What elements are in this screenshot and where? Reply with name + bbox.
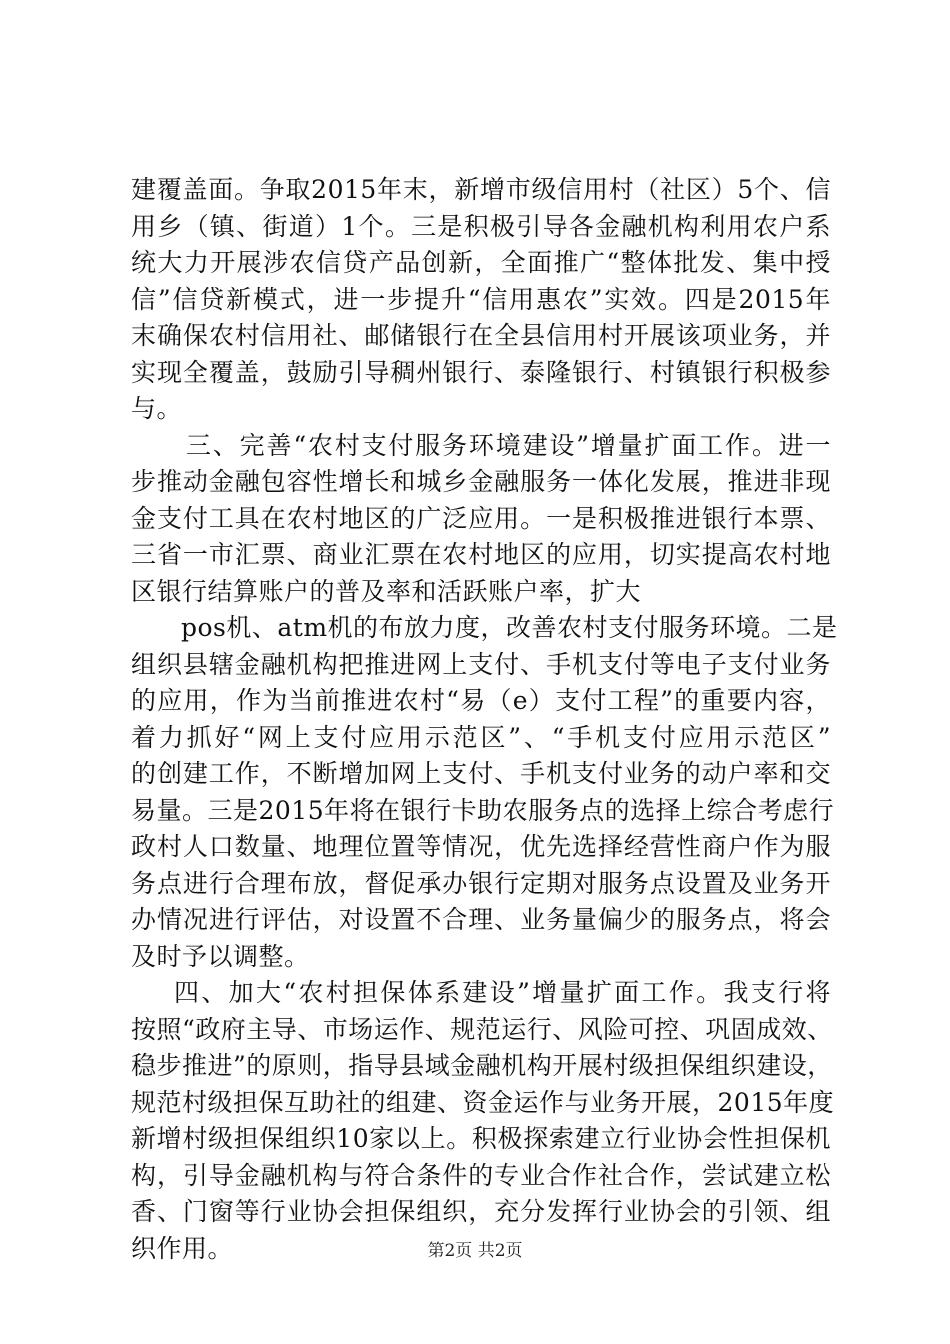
text-line: 步推动金融包容性增长和城乡金融服务一体化发展，推进非现: [131, 467, 831, 496]
text-line: 统大力开展涉农信贷产品创新，全面推广“整体批发、集中授: [131, 248, 831, 277]
text-line: 金支付工具在农村地区的广泛应用。一是积极推进银行本票、: [131, 503, 831, 533]
text-line: 三省一市汇票、商业汇票在农村地区的应用，切实提高农村地: [131, 540, 831, 569]
text-line: 按照“政府主导、市场运作、规范运行、风险可控、巩固成效、: [131, 1014, 833, 1044]
text-line: 的应用，作为当前推进农村“易（e）支付工程”的重要内容，: [131, 686, 831, 715]
text-line: 香、门窗等行业协会担保组织，充分发挥行业协会的引领、组: [131, 1197, 831, 1226]
text-line: 办情况进行评估，对设置不合理、业务量偏少的服务点，将会: [131, 905, 831, 934]
section-heading-line: 三、完善“农村支付服务环境建设”增量扩面工作。进一: [186, 430, 831, 460]
text-line: 实现全覆盖，鼓励引导稠州银行、泰隆银行、村镇银行积极参: [131, 357, 831, 387]
text-line: pos机、atm机的布放力度，改善农村支付服务环境。二是: [181, 613, 838, 642]
text-line: 政村人口数量、地理位置等情况，优先选择经营性商户作为服: [131, 832, 831, 861]
text-line: 务点进行合理布放，督促承办银行定期对服务点设置及业务开: [131, 868, 831, 898]
text-line: 信”信贷新模式，进一步提升“信用惠农”实效。四是2015年: [131, 284, 831, 314]
text-line: 与。: [131, 394, 183, 423]
text-line: 新增村级担保组织10家以上。积极探索建立行业协会性担保机: [131, 1124, 831, 1153]
section-heading-line: 四、加大“农村担保体系建设”增量扩面工作。我支行将: [174, 978, 831, 1007]
text-line: 区银行结算账户的普及率和活跃账户率，扩大: [131, 576, 642, 606]
text-line: 末确保农村信用社、邮储银行在全县信用村开展该项业务，并: [131, 321, 831, 350]
text-line: 建覆盖面。争取2015年末，新增市级信用村（社区）5个、信: [131, 175, 831, 204]
text-line: 着力抓好“网上支付应用示范区”、“手机支付应用示范区”: [131, 722, 831, 752]
text-line: 用乡（镇、街道）1个。三是积极引导各金融机构利用农户系: [131, 211, 831, 241]
text-line: 的创建工作，不断增加网上支付、手机支付业务的动户率和交: [131, 759, 831, 788]
document-body: [131, 172, 838, 1267]
text-line: 组织县辖金融机构把推进网上支付、手机支付等电子支付业务: [131, 649, 831, 679]
text-line: 易量。三是2015年将在银行卡助农服务点的选择上综合考虑行: [131, 795, 835, 825]
text-line: 及时予以调整。: [131, 941, 310, 971]
text-line: 规范村级担保互助社的组建、资金运作与业务开展，2015年度: [131, 1087, 835, 1117]
text-line: 构，引导金融机构与符合条件的专业合作社合作，尝试建立松: [131, 1160, 831, 1190]
text-line: 稳步推进”的原则，指导县域金融机构开展村级担保组织建设，: [131, 1051, 833, 1080]
text-line: 织作用。: [131, 1233, 234, 1263]
page-number-footer: 第2页 共2页: [427, 1241, 523, 1261]
